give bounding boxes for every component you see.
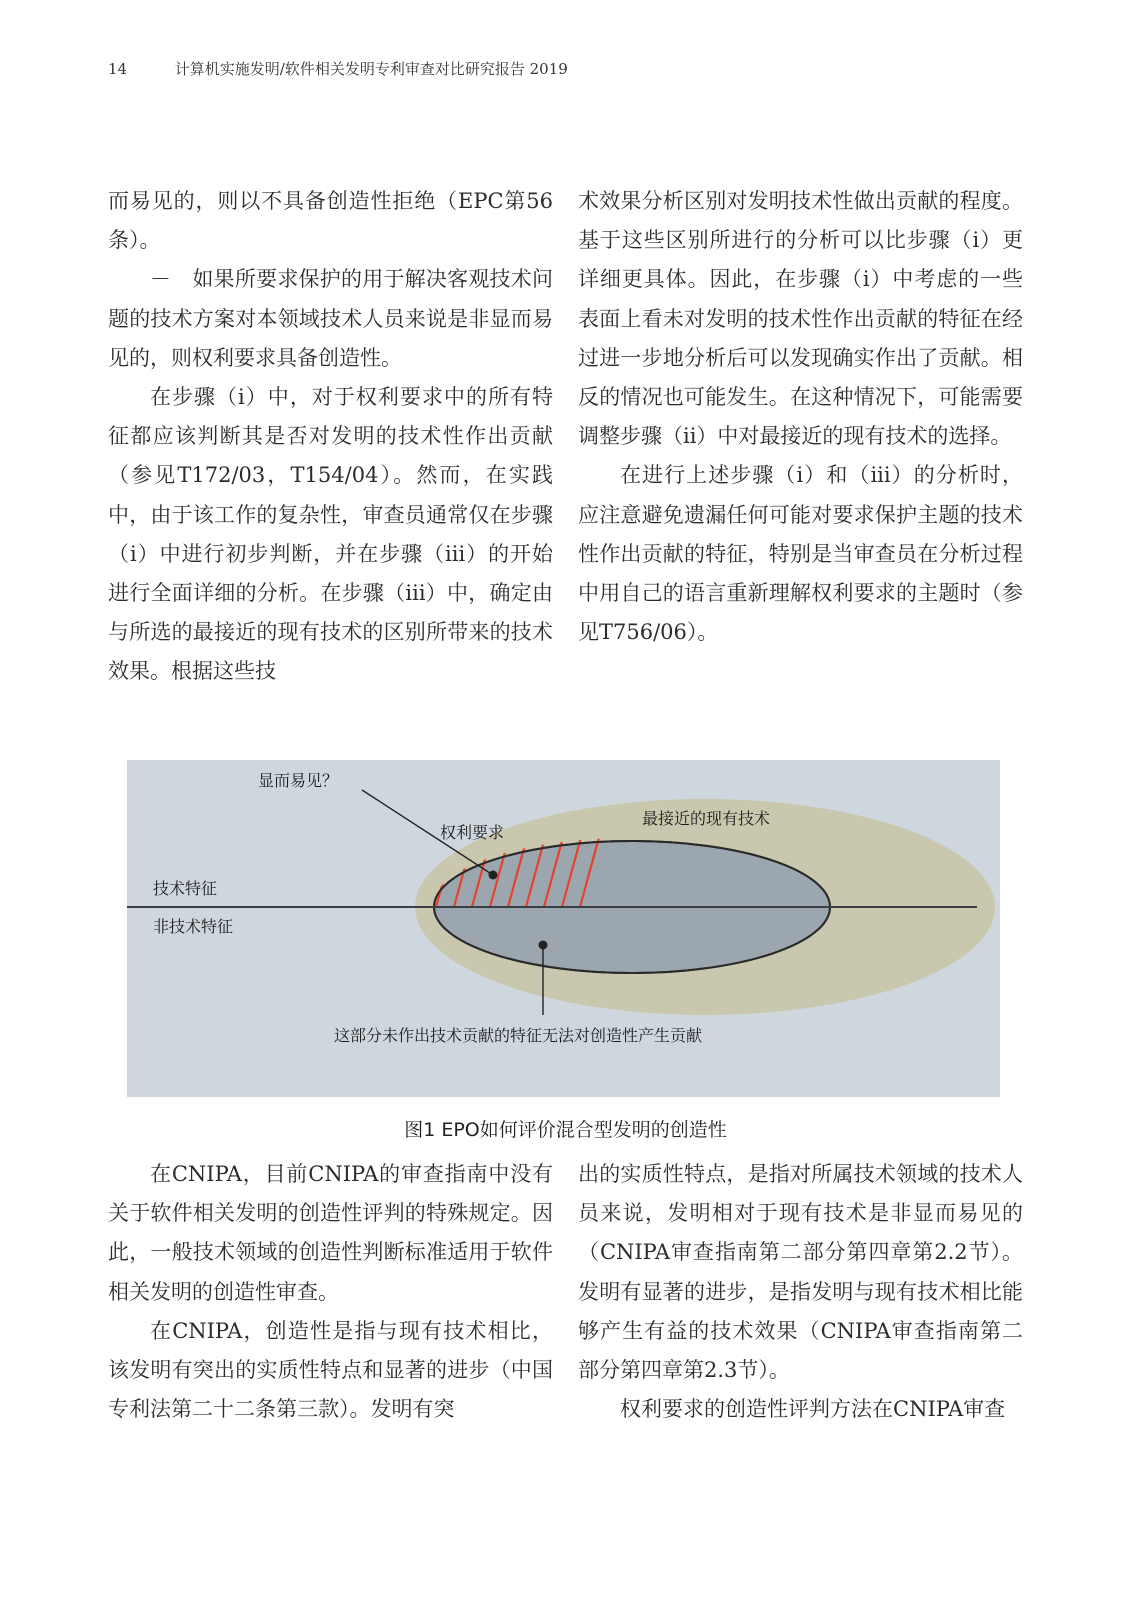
label-claim: 权利要求 — [440, 823, 505, 842]
paragraph: 在CNIPA，目前CNIPA的审查指南中没有关于软件相关发明的创造性评判的特殊规定。因此，一般技术领域的创造性判断标准适用于软件相关发明的创造性审查。 — [108, 1162, 553, 1304]
label-no-contribution: 这部分未作出技术贡献的特征无法对创造性产生贡献 — [334, 1026, 703, 1045]
label-non-technical-features: 非技术特征 — [153, 917, 234, 936]
paragraph: 在CNIPA，创造性是指与现有技术相比，该发明有突出的实质性特点和显著的进步（中国专利法第二十二条第三款）。发明有突 — [108, 1318, 553, 1422]
diagram-svg — [127, 760, 1000, 1097]
figure-diagram — [127, 760, 1000, 1097]
paragraph: 在步骤（i）中，对于权利要求中的所有特征都应该判断其是否对发明的技术性作出贡献（参见T172/03，T154/04）。然而，在实践中，由于该工作的复杂性，审查员通常仅在步骤（i）中进行初步判断，并在步骤（iii）的开始进行全面详细的分析。在步骤（iii）中，确定由与所选的最接近的现有技术的区别所带来的技术效果。根据这些技 — [108, 385, 553, 684]
label-technical-features: 技术特征 — [153, 879, 218, 898]
figure-caption: 图1 EPO如何评价混合型发明的创造性 — [404, 1119, 727, 1141]
paragraph: 术效果分析区别对发明技术性做出贡献的程度。基于这些区别所进行的分析可以比步骤（i）更详细更具体。因此，在步骤（i）中考虑的一些表面上看未对发明的技术性作出贡献的特征在经过进一步地分析后可以发现确实作出了贡献。相反的情况也可能发生。在这种情况下，可能需要调整步骤（ii）中对最接近的现有技术的选择。 — [578, 189, 1023, 449]
text-column-top-right — [578, 182, 1023, 652]
paragraph: 在进行上述步骤（i）和（iii）的分析时，应注意避免遗漏任何可能对要求保护主题的技术性作出贡献的特征，特别是当审查员在分析过程中用自己的语言重新理解权利要求的主题时（参见T756/06）。 — [578, 463, 1023, 645]
paragraph: 出的实质性特点，是指对所属技术领域的技术人员来说，发明相对于现有技术是非显而易见的（CNIPA审查指南第二部分第四章第2.2节）。发明有显著的进步，是指发明与现有技术相比能够产生有益的技术效果（CNIPA审查指南第二部分第四章第2.3节）。 — [578, 1162, 1023, 1383]
text-column-top-left — [108, 182, 553, 692]
marker-dot-technical — [489, 871, 498, 880]
label-prior-art: 最接近的现有技术 — [642, 809, 771, 828]
paragraph: 权利要求的创造性评判方法在CNIPA审查 — [620, 1397, 1006, 1422]
marker-dot-non-technical — [539, 941, 548, 950]
page-header — [108, 58, 568, 79]
text-column-bottom-right — [578, 1155, 1023, 1429]
text-column-bottom-left — [108, 1155, 553, 1429]
page-number: 14 — [108, 60, 128, 78]
running-title: 计算机实施发明/软件相关发明专利审查对比研究报告 2019 — [174, 60, 568, 78]
paragraph: 而易见的，则以不具备创造性拒绝（EPC第56条）。 — [108, 189, 553, 253]
label-obvious: 显而易见？ — [258, 771, 339, 790]
paragraph: － 如果所要求保护的用于解决客观技术问题的技术方案对本领域技术人员来说是非显而易见的，则权利要求具备创造性。 — [108, 267, 553, 370]
